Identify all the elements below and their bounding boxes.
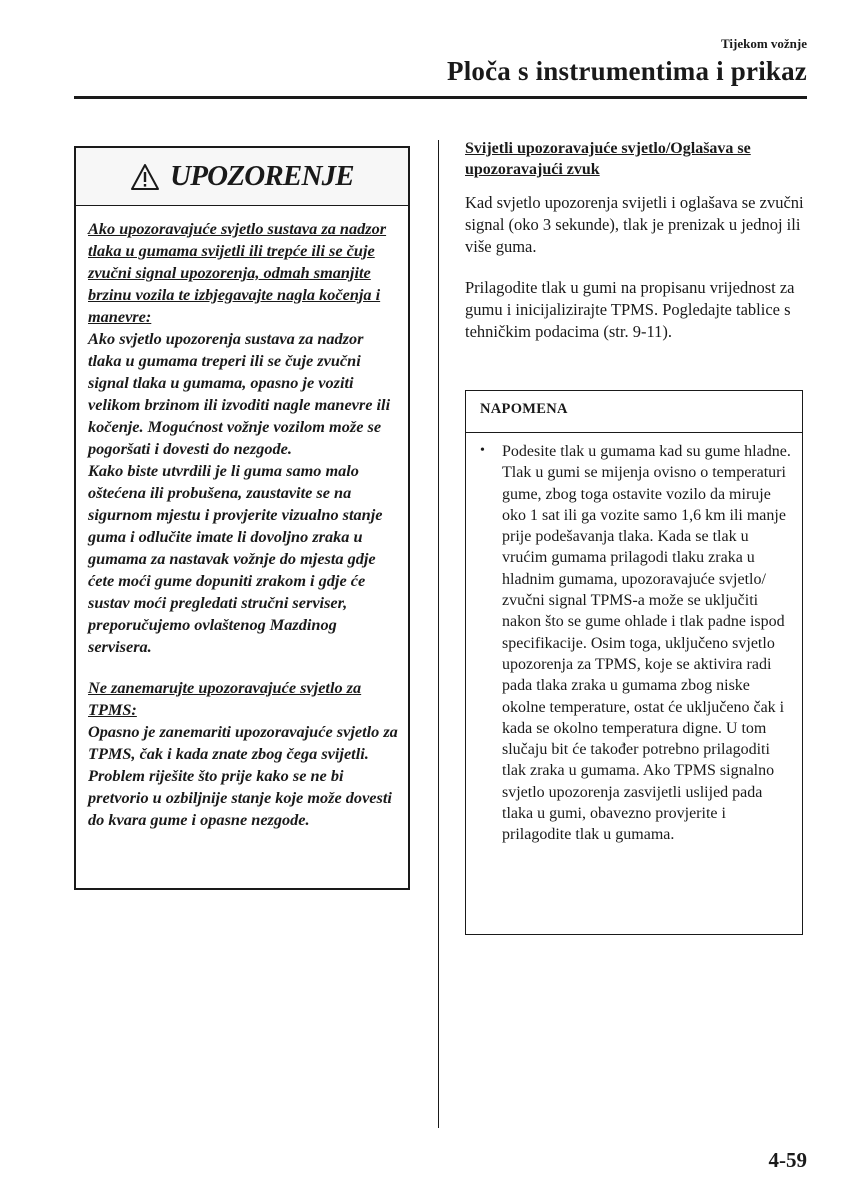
section-label: Tijekom vožnje [720,36,807,51]
paragraph-2: Prilagodite tlak u gumi na propisanu vrijednost za gumu i inicijalizirajte TPMS. Pogledajte tablice s tehničkim podacima (str. 9-11). [465,278,795,341]
warning-para1-body2: Kako biste utvrdili je li guma samo malo oštećena ili probušena, zaustavite se na sigurnom mjestu i provjerite vizualno stanje guma i odlučite imate li dovoljno zraka u gumama za nastavak vožnje do mjesta gdje ćete moći gume dopuniti zrakom i gdje će sustav moći pregledati stručni serviser, preporučujemo ovlaštenog Mazdinog servisera. [88,461,383,656]
warning-para2-heading: Ne zanemarujte upozoravajuće svjetlo za TPMS: [88,678,362,719]
page-title: Ploča s instrumentima i prikaz [447,56,807,86]
note-box [465,390,803,935]
warning-header [76,148,408,206]
warning-para2-body: Opasno je zanemariti upozoravajuće svjetlo za TPMS, čak i kada znate zbog čega svijetli. Problem riješite što prije kako se ne bi pretvorio u ozbiljnije stanje koje može dovesti do kvara gume i opasne nezgode. [88,722,398,829]
header-rule [74,96,807,99]
warning-para1-heading: Ako upozoravajuće svjetlo sustava za nadzor tlaka u gumama svijetli ili trepće ili se čuje zvučni signal upozorenja, odmah smanjite brzinu vozila te izbjegavajte nagla kočenja i manevre: [88,219,387,326]
note-text: Podesite tlak u gumama kad su gume hladne. Tlak u gumi se mijenja ovisno o temperaturi gume, zbog toga ostavite vozilo da miruje oko 1 sat ili ga vozite samo 1,6 km ili manje prije podešavanja tlaka. Kada se tlak u vrućim gumama prilagodi tlaku zraka u hladnim gumama, upozoravajuće svjetlo/ zvučni signal TPMS-a može se uključiti nakon što se gume ohlade i tlak padne ispod specifikacije. Osim toga, uključeno svjetlo upozorenja za TPMS, koje se aktivira radi pada tlaka zraka u gumama zbog niske okolne temperature, ostat će uključeno čak i kada se okolno temperatura digne. U tom slučaju bit će također potrebno prilagoditi tlak zraka u gumama. Ako TPMS signalno svjetlo upozorenja zasvijetli uslijed pada tlaka u gumi, obavezno provjerite i prilagodite tlak u gumama. [502,443,791,844]
note-title: NAPOMENA [466,391,802,433]
warning-box [74,146,410,890]
page-number: 4-59 [768,1148,807,1172]
warning-title: UPOZORENJE [170,160,354,192]
note-body [466,433,802,846]
warning-body [76,206,408,831]
right-column [465,138,810,343]
paragraph-1: Kad svjetlo upozorenja svijetli i oglašava se zvučni signal (oko 3 sekunde), tlak je prenizak u jednoj ili više guma. [465,193,804,256]
section-subheading: Svijetli upozoravajuće svjetlo/Oglašava se upozoravajući zvuk [465,140,751,178]
bullet-point: • [480,443,485,458]
warning-triangle-icon [130,163,160,191]
warning-para1-body: Ako svjetlo upozorenja sustava za nadzor tlaka u gumama treperi ili se čuje zvučni signal tlaka u gumama, opasno je voziti velikom brzinom ili izvoditi nagle manevre ili kočenje. Mogućnost vožnje vozilom može se pogoršati i dovesti do nezgode. [88,329,391,458]
column-divider [438,140,439,1128]
